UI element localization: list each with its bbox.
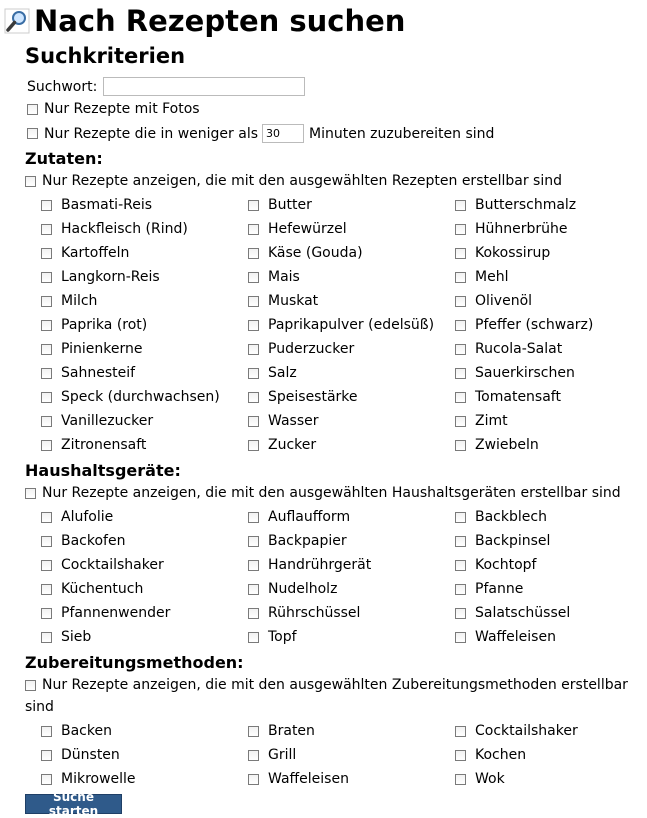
appliance-item[interactable] <box>41 529 248 553</box>
method-label: Braten <box>268 723 315 739</box>
method-label: Cocktailshaker <box>475 723 578 739</box>
ingredient-checkbox[interactable] <box>455 224 466 235</box>
appliance-item[interactable] <box>248 601 455 625</box>
ingredient-label: Zwiebeln <box>475 437 539 453</box>
ingredient-label: Mais <box>268 269 300 285</box>
ingredient-label: Kokossirup <box>475 245 551 261</box>
ingredient-label: Zucker <box>268 437 317 453</box>
ingredient-item[interactable] <box>41 433 248 457</box>
method-item[interactable] <box>248 719 455 743</box>
appliance-checkbox[interactable] <box>41 632 52 643</box>
appliance-checkbox[interactable] <box>41 608 52 619</box>
ingredient-label: Hackfleisch (Rind) <box>61 221 188 237</box>
appliance-checkbox[interactable] <box>455 632 466 643</box>
appliances-heading: Haushaltsgeräte: <box>25 461 181 480</box>
appliance-checkbox[interactable] <box>41 536 52 547</box>
ingredient-label: Salz <box>268 365 297 381</box>
method-item[interactable] <box>248 743 455 767</box>
time-limit-row <box>27 124 494 143</box>
appliance-label: Topf <box>268 629 297 645</box>
methods-list <box>41 719 647 791</box>
ingredient-label: Basmati-Reis <box>61 197 153 213</box>
method-checkbox[interactable] <box>455 774 466 785</box>
ingredient-checkbox[interactable] <box>455 272 466 283</box>
method-label: Wok <box>475 771 505 787</box>
ingredient-checkbox[interactable] <box>248 296 259 307</box>
ingredient-checkbox[interactable] <box>455 440 466 451</box>
method-checkbox[interactable] <box>248 750 259 761</box>
ingredient-item[interactable] <box>41 193 248 217</box>
ingredient-label: Tomatensaft <box>475 389 561 405</box>
ingredient-label: Pfeffer (schwarz) <box>475 317 594 333</box>
ingredient-item[interactable] <box>248 217 455 241</box>
appliance-label: Waffeleisen <box>475 629 556 645</box>
method-label: Backen <box>61 723 112 739</box>
ingredient-label: Butter <box>268 197 312 213</box>
ingredient-item[interactable] <box>455 289 647 313</box>
ingredient-item[interactable] <box>41 337 248 361</box>
criteria-heading: Suchkriterien <box>25 44 186 68</box>
appliance-item[interactable] <box>455 553 647 577</box>
appliance-item[interactable] <box>41 553 248 577</box>
page-title: Nach Rezepten suchen <box>34 4 406 38</box>
ingredient-item[interactable] <box>455 361 647 385</box>
ingredient-item[interactable] <box>455 433 647 457</box>
time-limit-label-before: Nur Rezepte die in weniger als <box>44 125 259 142</box>
ingredient-checkbox[interactable] <box>41 224 52 235</box>
appliance-item[interactable] <box>248 577 455 601</box>
ingredient-checkbox[interactable] <box>41 272 52 283</box>
ingredient-checkbox[interactable] <box>248 392 259 403</box>
ingredient-checkbox[interactable] <box>248 248 259 259</box>
ingredient-item[interactable] <box>248 193 455 217</box>
ingredient-checkbox[interactable] <box>41 392 52 403</box>
ingredient-checkbox[interactable] <box>455 248 466 259</box>
method-label: Mikrowelle <box>61 771 136 787</box>
method-item[interactable] <box>41 767 248 791</box>
method-item[interactable] <box>455 743 647 767</box>
ingredient-label: Paprikapulver (edelsüß) <box>268 317 435 333</box>
method-checkbox[interactable] <box>41 726 52 737</box>
appliance-item[interactable] <box>41 601 248 625</box>
ingredient-label: Pinienkerne <box>61 341 143 357</box>
method-item[interactable] <box>455 719 647 743</box>
appliance-checkbox[interactable] <box>455 608 466 619</box>
ingredient-label: Käse (Gouda) <box>268 245 363 261</box>
ingredient-checkbox[interactable] <box>41 440 52 451</box>
photos-only-row[interactable] <box>27 101 200 117</box>
ingredient-label: Paprika (rot) <box>61 317 148 333</box>
appliance-label: Nudelholz <box>268 581 338 597</box>
ingredients-heading: Zutaten: <box>25 149 103 168</box>
ingredient-checkbox[interactable] <box>41 320 52 331</box>
methods-filter-row[interactable] <box>25 677 628 693</box>
method-checkbox[interactable] <box>455 726 466 737</box>
ingredient-checkbox[interactable] <box>248 440 259 451</box>
method-label: Grill <box>268 747 297 763</box>
ingredient-item[interactable] <box>41 217 248 241</box>
method-checkbox[interactable] <box>248 726 259 737</box>
keyword-row <box>27 77 305 96</box>
appliance-label: Sieb <box>61 629 92 645</box>
appliance-item[interactable] <box>41 505 248 529</box>
appliance-label: Rührschüssel <box>268 605 361 621</box>
method-item[interactable] <box>41 743 248 767</box>
time-limit-checkbox[interactable] <box>27 128 38 139</box>
ingredient-checkbox[interactable] <box>41 368 52 379</box>
keyword-input[interactable] <box>103 77 305 96</box>
ingredient-item[interactable] <box>248 385 455 409</box>
ingredient-label: Hühnerbrühe <box>475 221 568 237</box>
ingredient-item[interactable] <box>248 337 455 361</box>
appliance-label: Auflaufform <box>268 509 351 525</box>
ingredient-checkbox[interactable] <box>248 368 259 379</box>
photos-only-checkbox[interactable] <box>27 104 38 115</box>
ingredient-checkbox[interactable] <box>41 248 52 259</box>
ingredient-checkbox[interactable] <box>248 272 259 283</box>
ingredient-checkbox[interactable] <box>41 296 52 307</box>
ingredient-item[interactable] <box>248 409 455 433</box>
ingredient-checkbox[interactable] <box>455 392 466 403</box>
ingredient-item[interactable] <box>455 217 647 241</box>
appliance-checkbox[interactable] <box>248 512 259 523</box>
ingredient-checkbox[interactable] <box>248 416 259 427</box>
ingredient-item[interactable] <box>455 409 647 433</box>
appliance-checkbox[interactable] <box>455 512 466 523</box>
appliance-label: Salatschüssel <box>475 605 571 621</box>
appliance-label: Handrührgerät <box>268 557 372 573</box>
ingredients-filter-label: Nur Rezepte anzeigen, die mit den ausgewählten Rezepten erstellbar sind <box>42 173 562 189</box>
ingredient-checkbox[interactable] <box>41 416 52 427</box>
appliance-item[interactable] <box>455 625 647 649</box>
page-header <box>4 2 405 40</box>
ingredients-filter-row[interactable] <box>25 173 562 189</box>
ingredient-item[interactable] <box>248 313 455 337</box>
ingredient-label: Milch <box>61 293 98 309</box>
appliance-label: Cocktailshaker <box>61 557 164 573</box>
ingredient-checkbox[interactable] <box>455 344 466 355</box>
photos-only-label: Nur Rezepte mit Fotos <box>44 101 200 117</box>
method-label: Waffeleisen <box>268 771 349 787</box>
methods-filter-label: Nur Rezepte anzeigen, die mit den ausgewählten Zubereitungsmethoden erstellbar <box>42 677 628 693</box>
ingredient-item[interactable] <box>41 409 248 433</box>
ingredient-label: Langkorn-Reis <box>61 269 160 285</box>
ingredient-label: Sahnesteif <box>61 365 136 381</box>
ingredient-checkbox[interactable] <box>455 296 466 307</box>
appliance-item[interactable] <box>455 529 647 553</box>
ingredient-item[interactable] <box>41 313 248 337</box>
appliance-checkbox[interactable] <box>248 536 259 547</box>
minutes-input[interactable] <box>262 124 304 143</box>
appliance-label: Alufolie <box>61 509 114 525</box>
ingredient-label: Olivenöl <box>475 293 533 309</box>
method-item[interactable] <box>455 767 647 791</box>
method-checkbox[interactable] <box>248 774 259 785</box>
ingredient-item[interactable] <box>455 313 647 337</box>
appliance-checkbox[interactable] <box>455 536 466 547</box>
method-item[interactable] <box>248 767 455 791</box>
appliance-checkbox[interactable] <box>41 584 52 595</box>
ingredient-checkbox[interactable] <box>41 344 52 355</box>
ingredient-label: Zimt <box>475 413 508 429</box>
appliance-checkbox[interactable] <box>41 560 52 571</box>
ingredient-checkbox[interactable] <box>455 320 466 331</box>
appliance-item[interactable] <box>41 577 248 601</box>
ingredient-checkbox[interactable] <box>455 416 466 427</box>
appliance-item[interactable] <box>455 601 647 625</box>
keyword-label: Suchwort: <box>27 78 98 95</box>
appliance-label: Backofen <box>61 533 126 549</box>
method-label: Dünsten <box>61 747 120 763</box>
appliances-list <box>41 505 647 649</box>
appliance-item[interactable] <box>455 505 647 529</box>
ingredient-label: Muskat <box>268 293 319 309</box>
appliance-label: Pfannenwender <box>61 605 171 621</box>
ingredient-label: Mehl <box>475 269 509 285</box>
appliance-label: Küchentuch <box>61 581 144 597</box>
method-checkbox[interactable] <box>455 750 466 761</box>
appliance-checkbox[interactable] <box>455 584 466 595</box>
time-limit-label-after: Minuten zuzubereiten sind <box>309 125 495 142</box>
methods-filter-label-wrap: sind <box>25 699 54 715</box>
search-submit-button[interactable]: Suche starten <box>25 794 122 814</box>
ingredient-label: Zitronensaft <box>61 437 147 453</box>
ingredient-item[interactable] <box>248 433 455 457</box>
method-item[interactable] <box>41 719 248 743</box>
appliance-item[interactable] <box>41 625 248 649</box>
ingredient-label: Speisestärke <box>268 389 358 405</box>
ingredient-label: Rucola-Salat <box>475 341 563 357</box>
appliance-item[interactable] <box>248 625 455 649</box>
method-checkbox[interactable] <box>41 750 52 761</box>
ingredient-item[interactable] <box>248 361 455 385</box>
appliance-checkbox[interactable] <box>41 512 52 523</box>
appliance-checkbox[interactable] <box>248 608 259 619</box>
ingredient-item[interactable] <box>455 337 647 361</box>
ingredient-label: Vanillezucker <box>61 413 154 429</box>
ingredient-item[interactable] <box>41 241 248 265</box>
appliance-checkbox[interactable] <box>248 584 259 595</box>
ingredient-checkbox[interactable] <box>248 224 259 235</box>
ingredient-label: Sauerkirschen <box>475 365 575 381</box>
appliance-label: Backpapier <box>268 533 347 549</box>
ingredient-label: Puderzucker <box>268 341 355 357</box>
ingredient-label: Wasser <box>268 413 319 429</box>
appliance-label: Backblech <box>475 509 547 525</box>
ingredient-label: Speck (durchwachsen) <box>61 389 220 405</box>
appliance-item[interactable] <box>248 529 455 553</box>
ingredient-item[interactable] <box>41 361 248 385</box>
ingredient-item[interactable] <box>248 241 455 265</box>
ingredient-checkbox[interactable] <box>248 344 259 355</box>
ingredient-label: Kartoffeln <box>61 245 130 261</box>
methods-heading: Zubereitungsmethoden: <box>25 653 244 672</box>
ingredient-checkbox[interactable] <box>248 320 259 331</box>
appliance-label: Pfanne <box>475 581 524 597</box>
appliance-item[interactable] <box>248 553 455 577</box>
ingredient-item[interactable] <box>41 289 248 313</box>
appliances-filter-checkbox[interactable] <box>25 488 36 499</box>
appliance-label: Kochtopf <box>475 557 537 573</box>
ingredient-checkbox[interactable] <box>455 368 466 379</box>
ingredient-checkbox[interactable] <box>248 200 259 211</box>
ingredient-checkbox[interactable] <box>455 200 466 211</box>
ingredient-item[interactable] <box>41 385 248 409</box>
appliance-item[interactable] <box>248 505 455 529</box>
ingredient-label: Hefewürzel <box>268 221 347 237</box>
appliance-checkbox[interactable] <box>455 560 466 571</box>
ingredient-item[interactable] <box>455 385 647 409</box>
appliance-item[interactable] <box>455 577 647 601</box>
magnifier-icon <box>4 8 30 34</box>
ingredient-item[interactable] <box>248 289 455 313</box>
ingredient-item[interactable] <box>455 241 647 265</box>
ingredient-item[interactable] <box>455 265 647 289</box>
appliance-checkbox[interactable] <box>248 560 259 571</box>
appliance-checkbox[interactable] <box>248 632 259 643</box>
method-label: Kochen <box>475 747 527 763</box>
ingredients-list <box>41 193 647 457</box>
methods-filter-checkbox[interactable] <box>25 680 36 691</box>
appliance-label: Backpinsel <box>475 533 551 549</box>
method-checkbox[interactable] <box>41 774 52 785</box>
ingredient-item[interactable] <box>41 265 248 289</box>
ingredients-filter-checkbox[interactable] <box>25 176 36 187</box>
appliances-filter-row[interactable] <box>25 485 621 501</box>
appliances-filter-label: Nur Rezepte anzeigen, die mit den ausgewählten Haushaltsgeräten erstellbar sind <box>42 485 621 501</box>
ingredient-label: Butterschmalz <box>475 197 577 213</box>
ingredient-item[interactable] <box>248 265 455 289</box>
ingredient-item[interactable] <box>455 193 647 217</box>
ingredient-checkbox[interactable] <box>41 200 52 211</box>
